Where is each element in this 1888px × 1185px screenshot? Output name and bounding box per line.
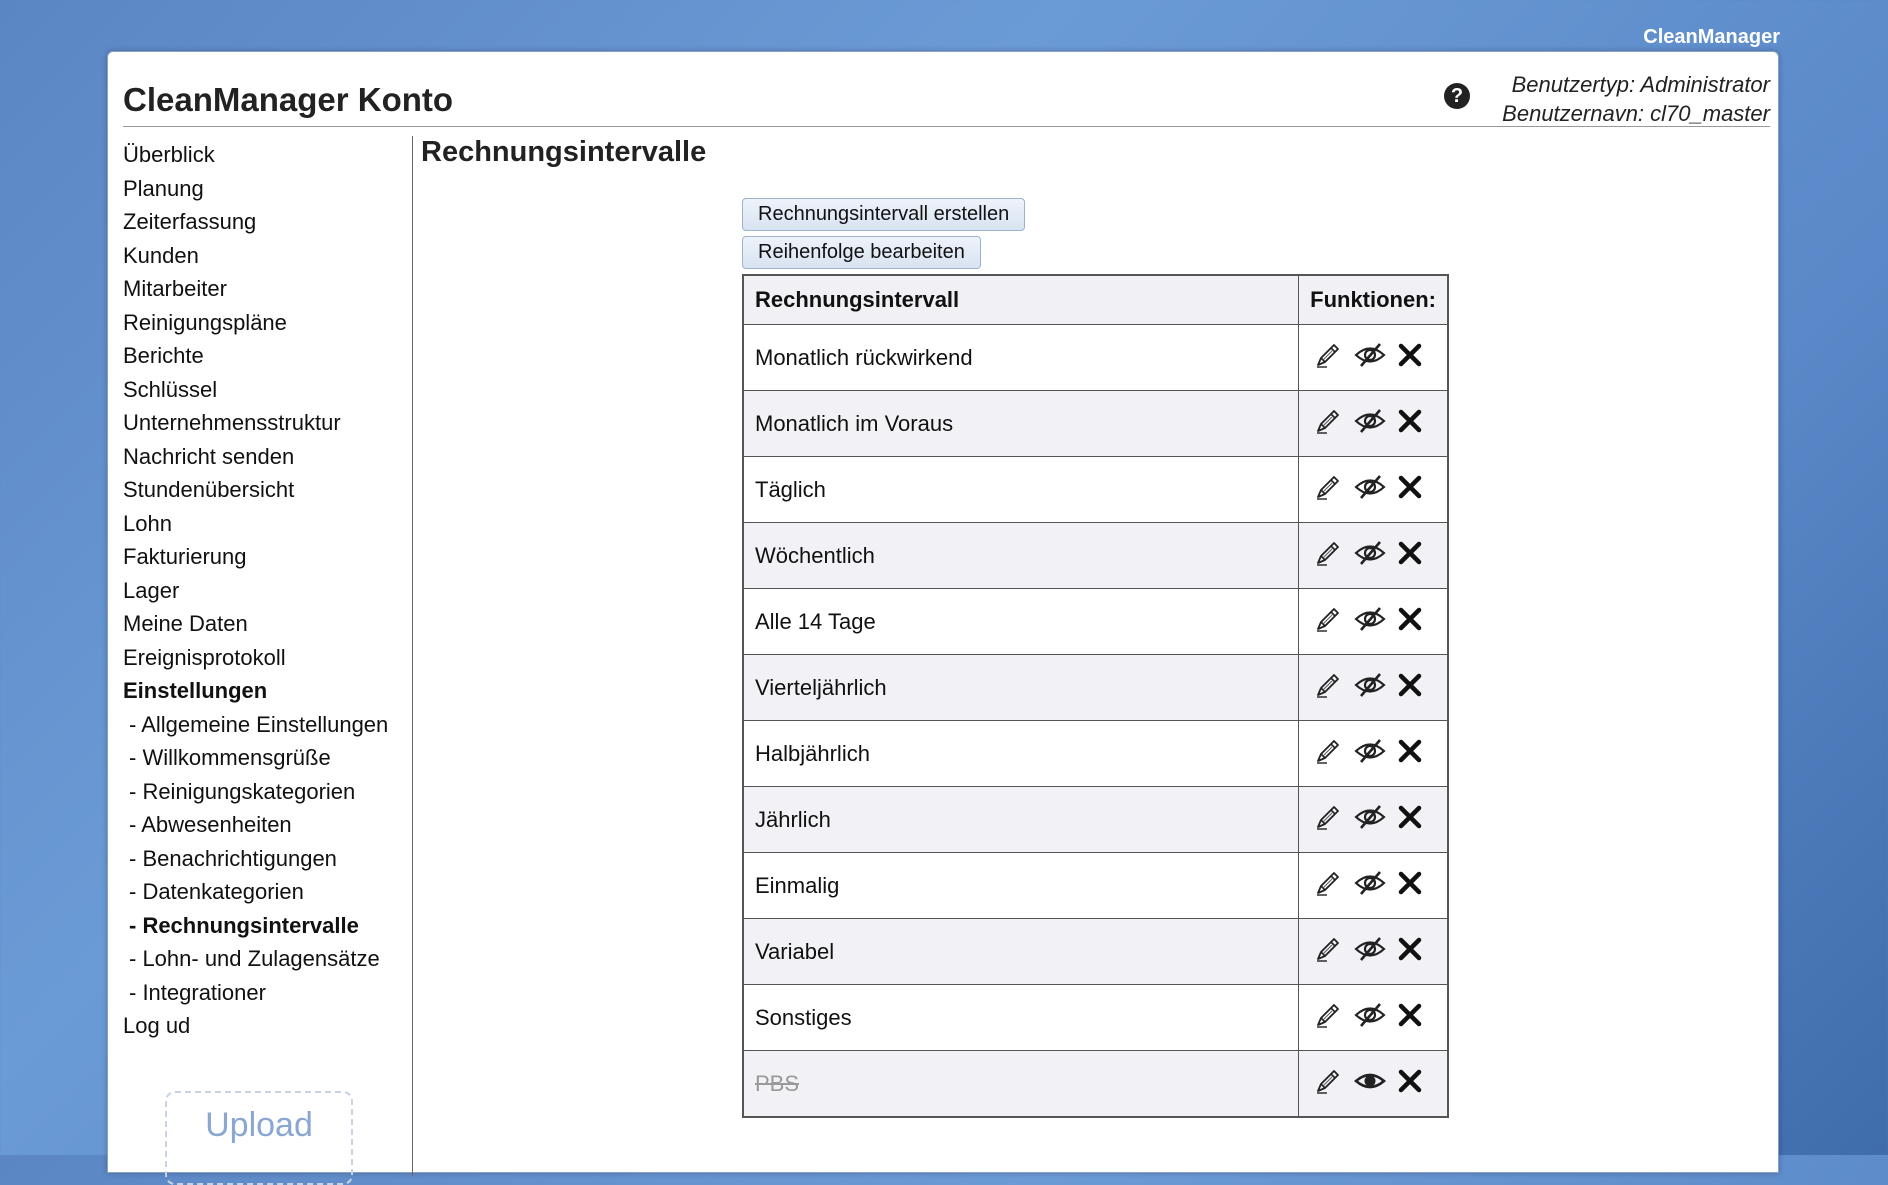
pencil-icon[interactable]	[1313, 1000, 1343, 1036]
table-row	[743, 985, 1448, 1051]
pencil-icon[interactable]	[1313, 868, 1343, 904]
close-icon[interactable]	[1397, 540, 1423, 572]
content-title: Rechnungsintervalle	[421, 136, 707, 168]
close-icon[interactable]	[1397, 804, 1423, 836]
user-type: Benutzertyp: Administrator	[1511, 72, 1770, 97]
table-header-row	[743, 275, 1448, 325]
column-header-functions: Funktionen:	[1299, 275, 1448, 325]
sidebar-item-planung[interactable]: Planung	[123, 175, 204, 201]
sidebar-item-stundenuebersicht[interactable]: Stundenübersicht	[123, 477, 295, 502]
upload-dropzone[interactable]: Upload	[165, 1091, 353, 1185]
user-name: Benutzernavn: cl70_master	[1502, 101, 1770, 126]
eye-slash-icon[interactable]	[1353, 736, 1387, 772]
sidebar-item-zeiterfassung[interactable]: Zeiterfassung	[123, 209, 257, 234]
sidebar-item-lohn[interactable]: Lohn	[123, 510, 172, 536]
interval-name: Halbjährlich	[743, 721, 1299, 787]
row-functions	[1299, 457, 1448, 523]
intervals-table	[742, 274, 1449, 1118]
interval-name: Sonstiges	[743, 985, 1299, 1051]
row-functions	[1299, 787, 1448, 853]
sidebar-subitem-allgemeine-einstellungen[interactable]: - Allgemeine Einstellungen	[129, 711, 389, 737]
close-icon[interactable]	[1397, 738, 1423, 770]
interval-name: PBS	[743, 1051, 1299, 1118]
close-icon[interactable]	[1397, 342, 1423, 374]
interval-name: Alle 14 Tage	[743, 589, 1299, 655]
interval-name: Vierteljährlich	[743, 655, 1299, 721]
sidebar-item-berichte[interactable]: Berichte	[123, 343, 204, 368]
sidebar-item-schluessel[interactable]: Schlüssel	[123, 376, 218, 402]
eye-slash-icon[interactable]	[1353, 406, 1387, 442]
close-icon[interactable]	[1397, 408, 1423, 440]
row-functions	[1299, 1051, 1448, 1118]
interval-name: Variabel	[743, 919, 1299, 985]
sidebar-subitem-datenkategorien[interactable]: - Datenkategorien	[129, 879, 304, 904]
table-row	[743, 1051, 1448, 1118]
account-panel	[107, 51, 1779, 1173]
sidebar-item-meine-daten[interactable]: Meine Daten	[123, 611, 248, 636]
sidebar-item-mitarbeiter[interactable]: Mitarbeiter	[123, 276, 227, 301]
sidebar-item-ereignisprotokoll[interactable]: Ereignisprotokoll	[123, 644, 286, 670]
row-functions	[1299, 721, 1448, 787]
sidebar-item-lager[interactable]: Lager	[123, 577, 180, 603]
sidebar-subitem-integrationer[interactable]: - Integrationer	[129, 979, 266, 1005]
row-functions	[1299, 655, 1448, 721]
interval-name: Wöchentlich	[743, 523, 1299, 589]
eye-icon[interactable]	[1353, 1066, 1387, 1102]
sidebar-divider	[412, 136, 413, 1176]
column-header-interval: Rechnungsintervall	[743, 275, 1299, 325]
row-functions	[1299, 325, 1448, 391]
row-functions	[1299, 985, 1448, 1051]
pencil-icon[interactable]	[1313, 472, 1343, 508]
pencil-icon[interactable]	[1313, 670, 1343, 706]
row-functions	[1299, 919, 1448, 985]
user-info	[1502, 70, 1770, 128]
table-row	[743, 457, 1448, 523]
page-header	[123, 52, 1770, 127]
sidebar-subitem-abwesenheiten[interactable]: - Abwesenheiten	[129, 812, 292, 837]
sidebar-item-nachricht-senden[interactable]: Nachricht senden	[123, 443, 295, 469]
reorder-button[interactable]: Reihenfolge bearbeiten	[742, 236, 981, 269]
pencil-icon[interactable]	[1313, 934, 1343, 970]
sidebar-subitem-rechnungsintervalle[interactable]: - Rechnungsintervalle	[129, 912, 359, 938]
page-title: CleanManager Konto	[123, 81, 454, 118]
table-row	[743, 391, 1448, 457]
sidebar	[123, 138, 418, 1043]
sidebar-item-einstellungen[interactable]: Einstellungen	[123, 678, 268, 703]
eye-slash-icon[interactable]	[1353, 934, 1387, 970]
sidebar-subitem-lohn-und-zulagensaetze[interactable]: - Lohn- und Zulagensätze	[129, 946, 380, 971]
row-functions	[1299, 589, 1448, 655]
interval-name: Täglich	[743, 457, 1299, 523]
help-icon[interactable]: ?	[1444, 83, 1470, 109]
pencil-icon[interactable]	[1313, 538, 1343, 574]
eye-slash-icon[interactable]	[1353, 868, 1387, 904]
table-row	[743, 721, 1448, 787]
pencil-icon[interactable]	[1313, 736, 1343, 772]
interval-name: Jährlich	[743, 787, 1299, 853]
close-icon[interactable]	[1397, 606, 1423, 638]
create-interval-button[interactable]: Rechnungsintervall erstellen	[742, 198, 1025, 231]
close-icon[interactable]	[1397, 1002, 1423, 1034]
pencil-icon[interactable]	[1313, 802, 1343, 838]
eye-slash-icon[interactable]	[1353, 1000, 1387, 1036]
eye-slash-icon[interactable]	[1353, 670, 1387, 706]
pencil-icon[interactable]	[1313, 604, 1343, 640]
sidebar-item-ueberblick[interactable]: Überblick	[123, 142, 215, 167]
table-row	[743, 325, 1448, 391]
close-icon[interactable]	[1397, 474, 1423, 506]
row-functions	[1299, 853, 1448, 919]
eye-slash-icon[interactable]	[1353, 538, 1387, 574]
eye-slash-icon[interactable]	[1353, 604, 1387, 640]
interval-name: Monatlich rückwirkend	[743, 325, 1299, 391]
close-icon[interactable]	[1397, 870, 1423, 902]
table-row	[743, 655, 1448, 721]
table-row	[743, 589, 1448, 655]
row-functions	[1299, 391, 1448, 457]
table-row	[743, 919, 1448, 985]
table-row	[743, 787, 1448, 853]
sidebar-item-kunden[interactable]: Kunden	[123, 242, 199, 268]
eye-slash-icon[interactable]	[1353, 340, 1387, 376]
sidebar-subitem-reinigungskategorien[interactable]: - Reinigungskategorien	[129, 778, 356, 804]
sidebar-item-log-ud[interactable]: Log ud	[123, 1013, 191, 1038]
close-icon[interactable]	[1397, 672, 1423, 704]
sidebar-item-reinigungsplaene[interactable]: Reinigungspläne	[123, 309, 287, 335]
pencil-icon[interactable]	[1313, 406, 1343, 442]
pencil-icon[interactable]	[1313, 1066, 1343, 1102]
sidebar-subitem-willkommensgruesse[interactable]: - Willkommensgrüße	[129, 745, 331, 770]
interval-name: Einmalig	[743, 853, 1299, 919]
interval-name: Monatlich im Voraus	[743, 391, 1299, 457]
table-row	[743, 523, 1448, 589]
table-row	[743, 853, 1448, 919]
row-functions	[1299, 523, 1448, 589]
sidebar-item-unternehmensstruktur[interactable]: Unternehmensstruktur	[123, 410, 341, 435]
eye-slash-icon[interactable]	[1353, 472, 1387, 508]
sidebar-item-fakturierung[interactable]: Fakturierung	[123, 544, 247, 569]
eye-slash-icon[interactable]	[1353, 802, 1387, 838]
close-icon[interactable]	[1397, 936, 1423, 968]
brand-label: CleanManager	[1643, 26, 1780, 48]
pencil-icon[interactable]	[1313, 340, 1343, 376]
close-icon[interactable]	[1397, 1068, 1423, 1100]
sidebar-subitem-benachrichtigungen[interactable]: - Benachrichtigungen	[129, 845, 337, 871]
